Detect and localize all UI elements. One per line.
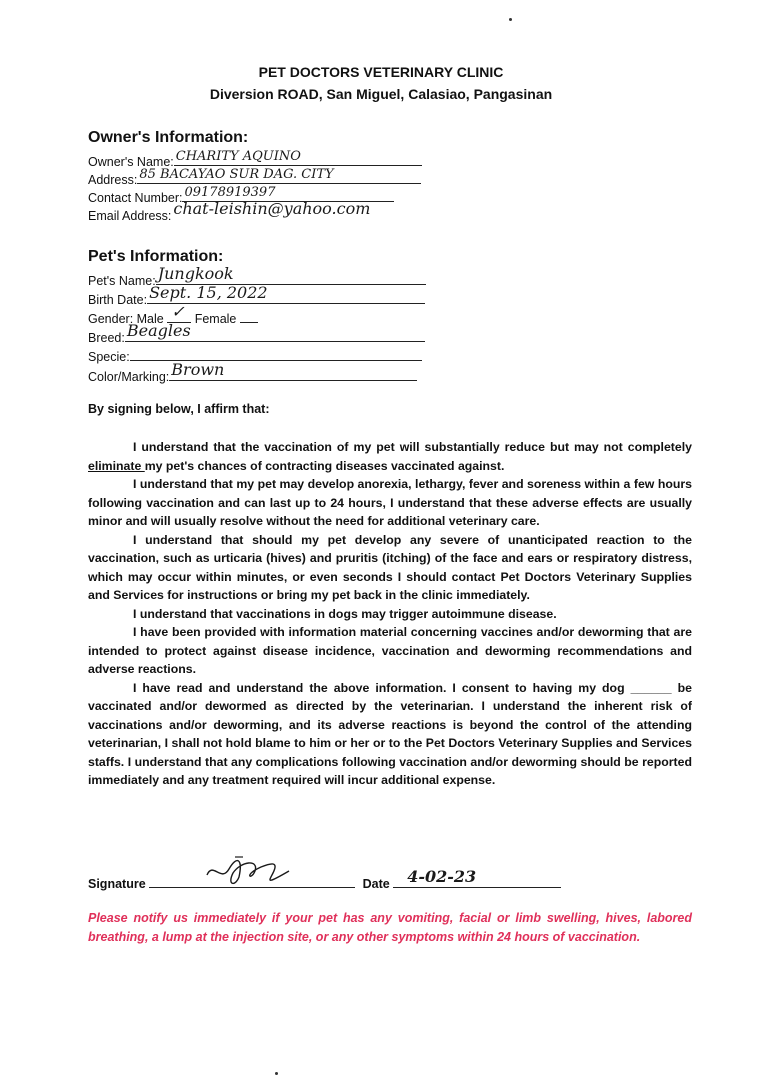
signature-line [149,875,355,888]
pet-name-label: Pet's Name: [88,274,156,288]
paragraph-side-effects: I understand that my pet may develop anorexia, lethargy, fever and soreness within a few hours following vaccination and can last up to 24 hours, I understand that these adverse effects are usually minor and will usually resolve without the need for additional veterinary care. [88,477,692,528]
signature-label: Signature [88,877,146,891]
eliminate-underlined: eliminate [88,458,145,473]
owner-name-value: CHARITY AQUINO [175,149,301,164]
pet-breed-label: Breed: [88,331,125,345]
pet-breed-field [88,321,425,345]
paragraph-information-provided: I have been provided with information material concerning vaccines and/or deworming that are intended to protect against disease incidence, vaccination and deworming recommendations and adverse reactions. [88,625,692,676]
pet-color-value: Brown [171,360,225,379]
gender-female-blank [240,308,258,323]
signature-row [88,867,561,891]
owner-email-field [88,199,411,223]
pet-breed-value: Beagles [126,321,191,340]
owner-address-value: 85 BACAYAO SUR DAG. CITY [139,167,334,182]
handwritten-signature [199,855,319,889]
owner-name-label: Owner's Name: [88,155,174,169]
pet-birthdate-field [88,283,425,307]
owner-email-value: chat-leishin@yahoo.com [173,199,371,218]
pet-specie-field [88,346,422,364]
owner-contact-value: 09178919397 [184,185,276,200]
paragraph-vaccination-reduce: I understand that the vaccination of my pet will substantially reduce but may not completely eliminate my pet's chances of contracting diseases vaccinated against. [88,440,692,473]
clinic-address: Diversion ROAD, San Miguel, Calasiao, Pangasinan [209,86,553,102]
pet-name-value: Jungkook [157,264,234,283]
aftercare-notice: Please notify us immediately if your pet has any vomiting, facial or limb swelling, hives, labored breathing, a lump at the injection site, or any other symptoms within 24 hours of vaccination. [88,911,692,944]
scan-speck [275,1072,278,1075]
date-label: Date [362,877,390,891]
owner-contact-label: Contact Number: [88,191,183,205]
gender-female-label: Female [194,312,237,326]
pet-birthdate-value: Sept. 15, 2022 [149,283,268,302]
owner-email-label: Email Address: [88,209,172,223]
pet-color-field [88,360,417,384]
pet-birthdate-label: Birth Date: [88,293,148,307]
date-value: 4-02-23 [407,867,477,886]
scan-speck [509,18,512,21]
owner-address-label: Address: [88,173,138,187]
consent-body [88,438,692,790]
pet-section-title: Pet's Information: [88,248,224,265]
clinic-name: PET DOCTORS VETERINARY CLINIC [258,64,504,80]
pet-color-label: Color/Marking: [88,370,170,384]
paragraph-consent: I have read and understand the above information. I consent to having my dog ______ be vaccinated and/or dewormed as directed by the veterinarian. I understand the inherent risk of vaccinations and/or deworming, and its adverse reactions is beyond the control of the attending veterinarian, I shall not hold blame to him or her or to the Pet Doctors Veterinary Supplies and Services staffs. I understand that any complications following vaccination and/or deworming should be reported immediately and any treatment required will incur additional expense. [88,680,692,787]
paragraph-autoimmune: I understand that vaccinations in dogs may trigger autoimmune disease. [133,606,557,621]
affirm-heading: By signing below, I affirm that: [88,402,270,416]
paragraph-severe-reaction: I understand that should my pet develop any severe of unanticipated reaction to the vaccination, such as urticaria (hives) and pruritis (itching) of the face and ears or respiratory distress, which may occur within minutes, or even seconds I should contact Pet Doctors Veterinary Supplies and Services for instructions or bring my pet back in the clinic immediately. [88,532,692,602]
owner-section-title: Owner's Information: [88,129,249,146]
gender-male-checkmark: ✓ [171,302,185,321]
pet-specie-label: Specie: [88,350,130,364]
gender-male-label: Gender: Male [88,312,164,326]
